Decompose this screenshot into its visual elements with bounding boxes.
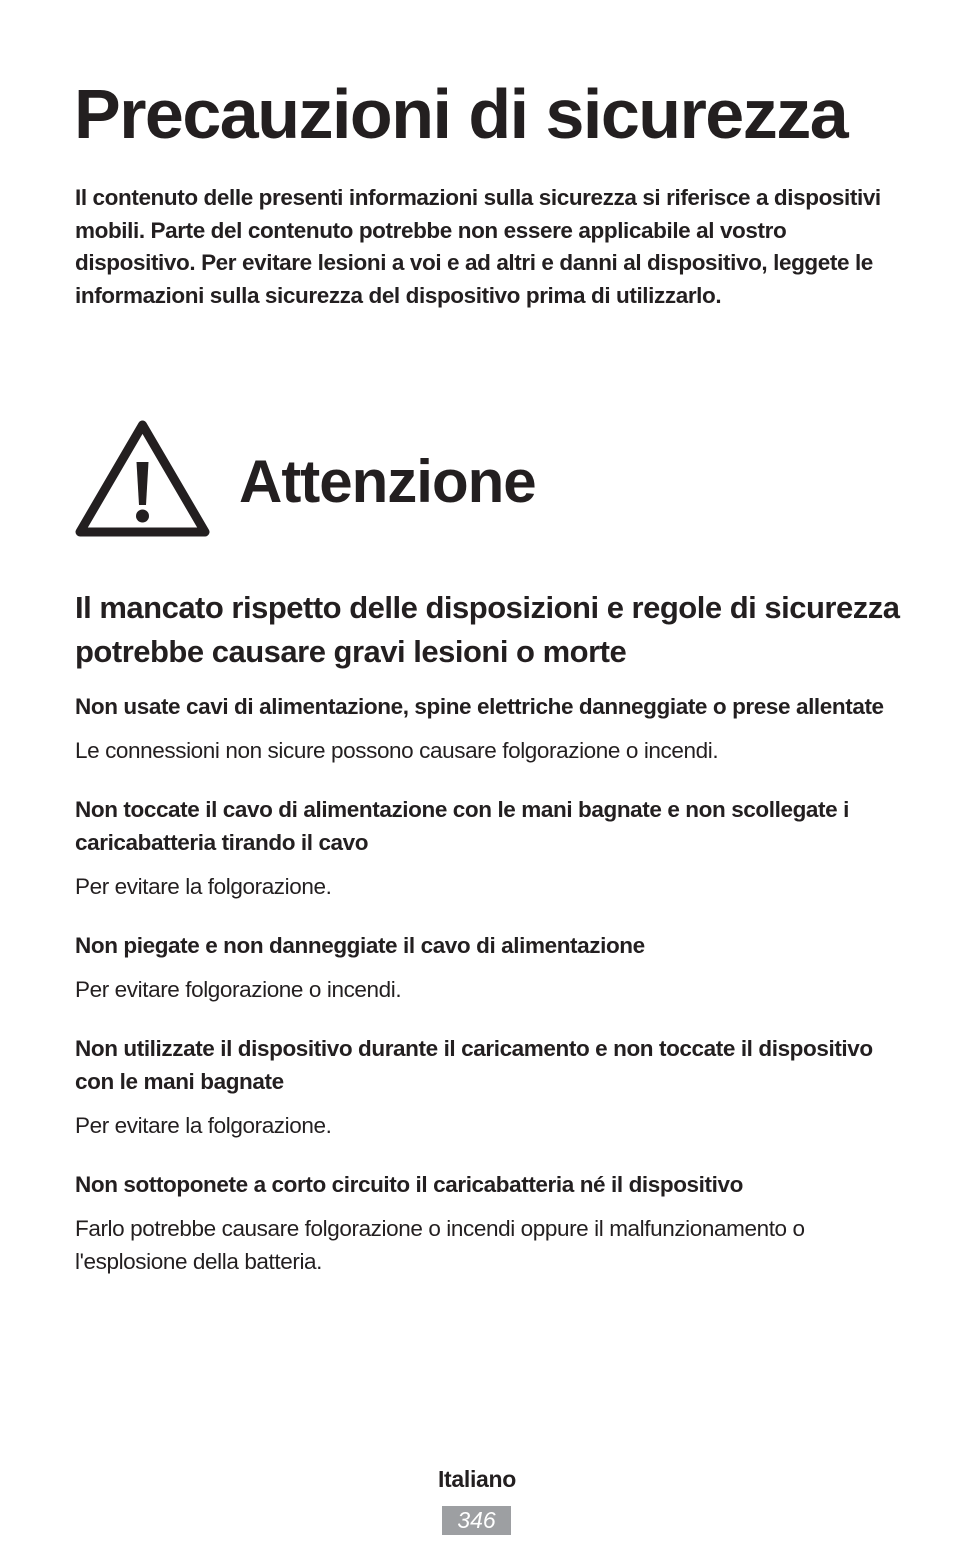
rule-text: Per evitare folgorazione o incendi. [75, 977, 402, 1002]
rule-text: Farlo potrebbe causare folgorazione o incendi oppure il malfunzionamento o l'esplosione della batteria. [75, 1216, 805, 1274]
safety-rule [75, 1032, 890, 1142]
rule-text: Le connessioni non sicure possono causare folgorazione o incendi. [75, 738, 719, 763]
rule-title: Non piegate e non danneggiate il cavo di alimentazione [75, 933, 645, 958]
safety-rules-list [75, 690, 890, 1304]
safety-rule [75, 1168, 890, 1278]
rule-text: Per evitare la folgorazione. [75, 1113, 332, 1138]
intro-paragraph: Il contenuto delle presenti informazioni sulla sicurezza si riferisce a dispositivi mobili. Parte del contenuto potrebbe non essere applicabile al vostro dispositivo. Per evitare lesioni a voi e ad altri e danni al dispositivo, leggete le informazioni sulla sicurezza del dispositivo prima di utilizzarlo. [75, 185, 881, 308]
rule-text: Per evitare la folgorazione. [75, 874, 332, 899]
rule-title: Non usate cavi di alimentazione, spine elettriche danneggiate o prese allentate [75, 694, 884, 719]
section-heading: Il mancato rispetto delle disposizioni e regole di sicurezza potrebbe causare gravi lesioni o morte [75, 590, 900, 669]
warning-title: Attenzione [239, 448, 536, 515]
safety-rule [75, 690, 890, 767]
safety-rule [75, 793, 890, 903]
warning-triangle-icon [74, 419, 211, 540]
page-number: 346 [442, 1506, 511, 1535]
footer-language: Italiano [437, 1466, 517, 1492]
rule-title: Non sottoponete a corto circuito il caricabatteria né il dispositivo [75, 1172, 743, 1197]
safety-rule [75, 929, 890, 1006]
page-title: Precauzioni di sicurezza [74, 75, 848, 153]
rule-title: Non utilizzate il dispositivo durante il caricamento e non toccate il dispositivo con le mani bagnate [75, 1036, 873, 1094]
rule-title: Non toccate il cavo di alimentazione con le mani bagnate e non scollegate i caricabatteria tirando il cavo [75, 797, 849, 855]
